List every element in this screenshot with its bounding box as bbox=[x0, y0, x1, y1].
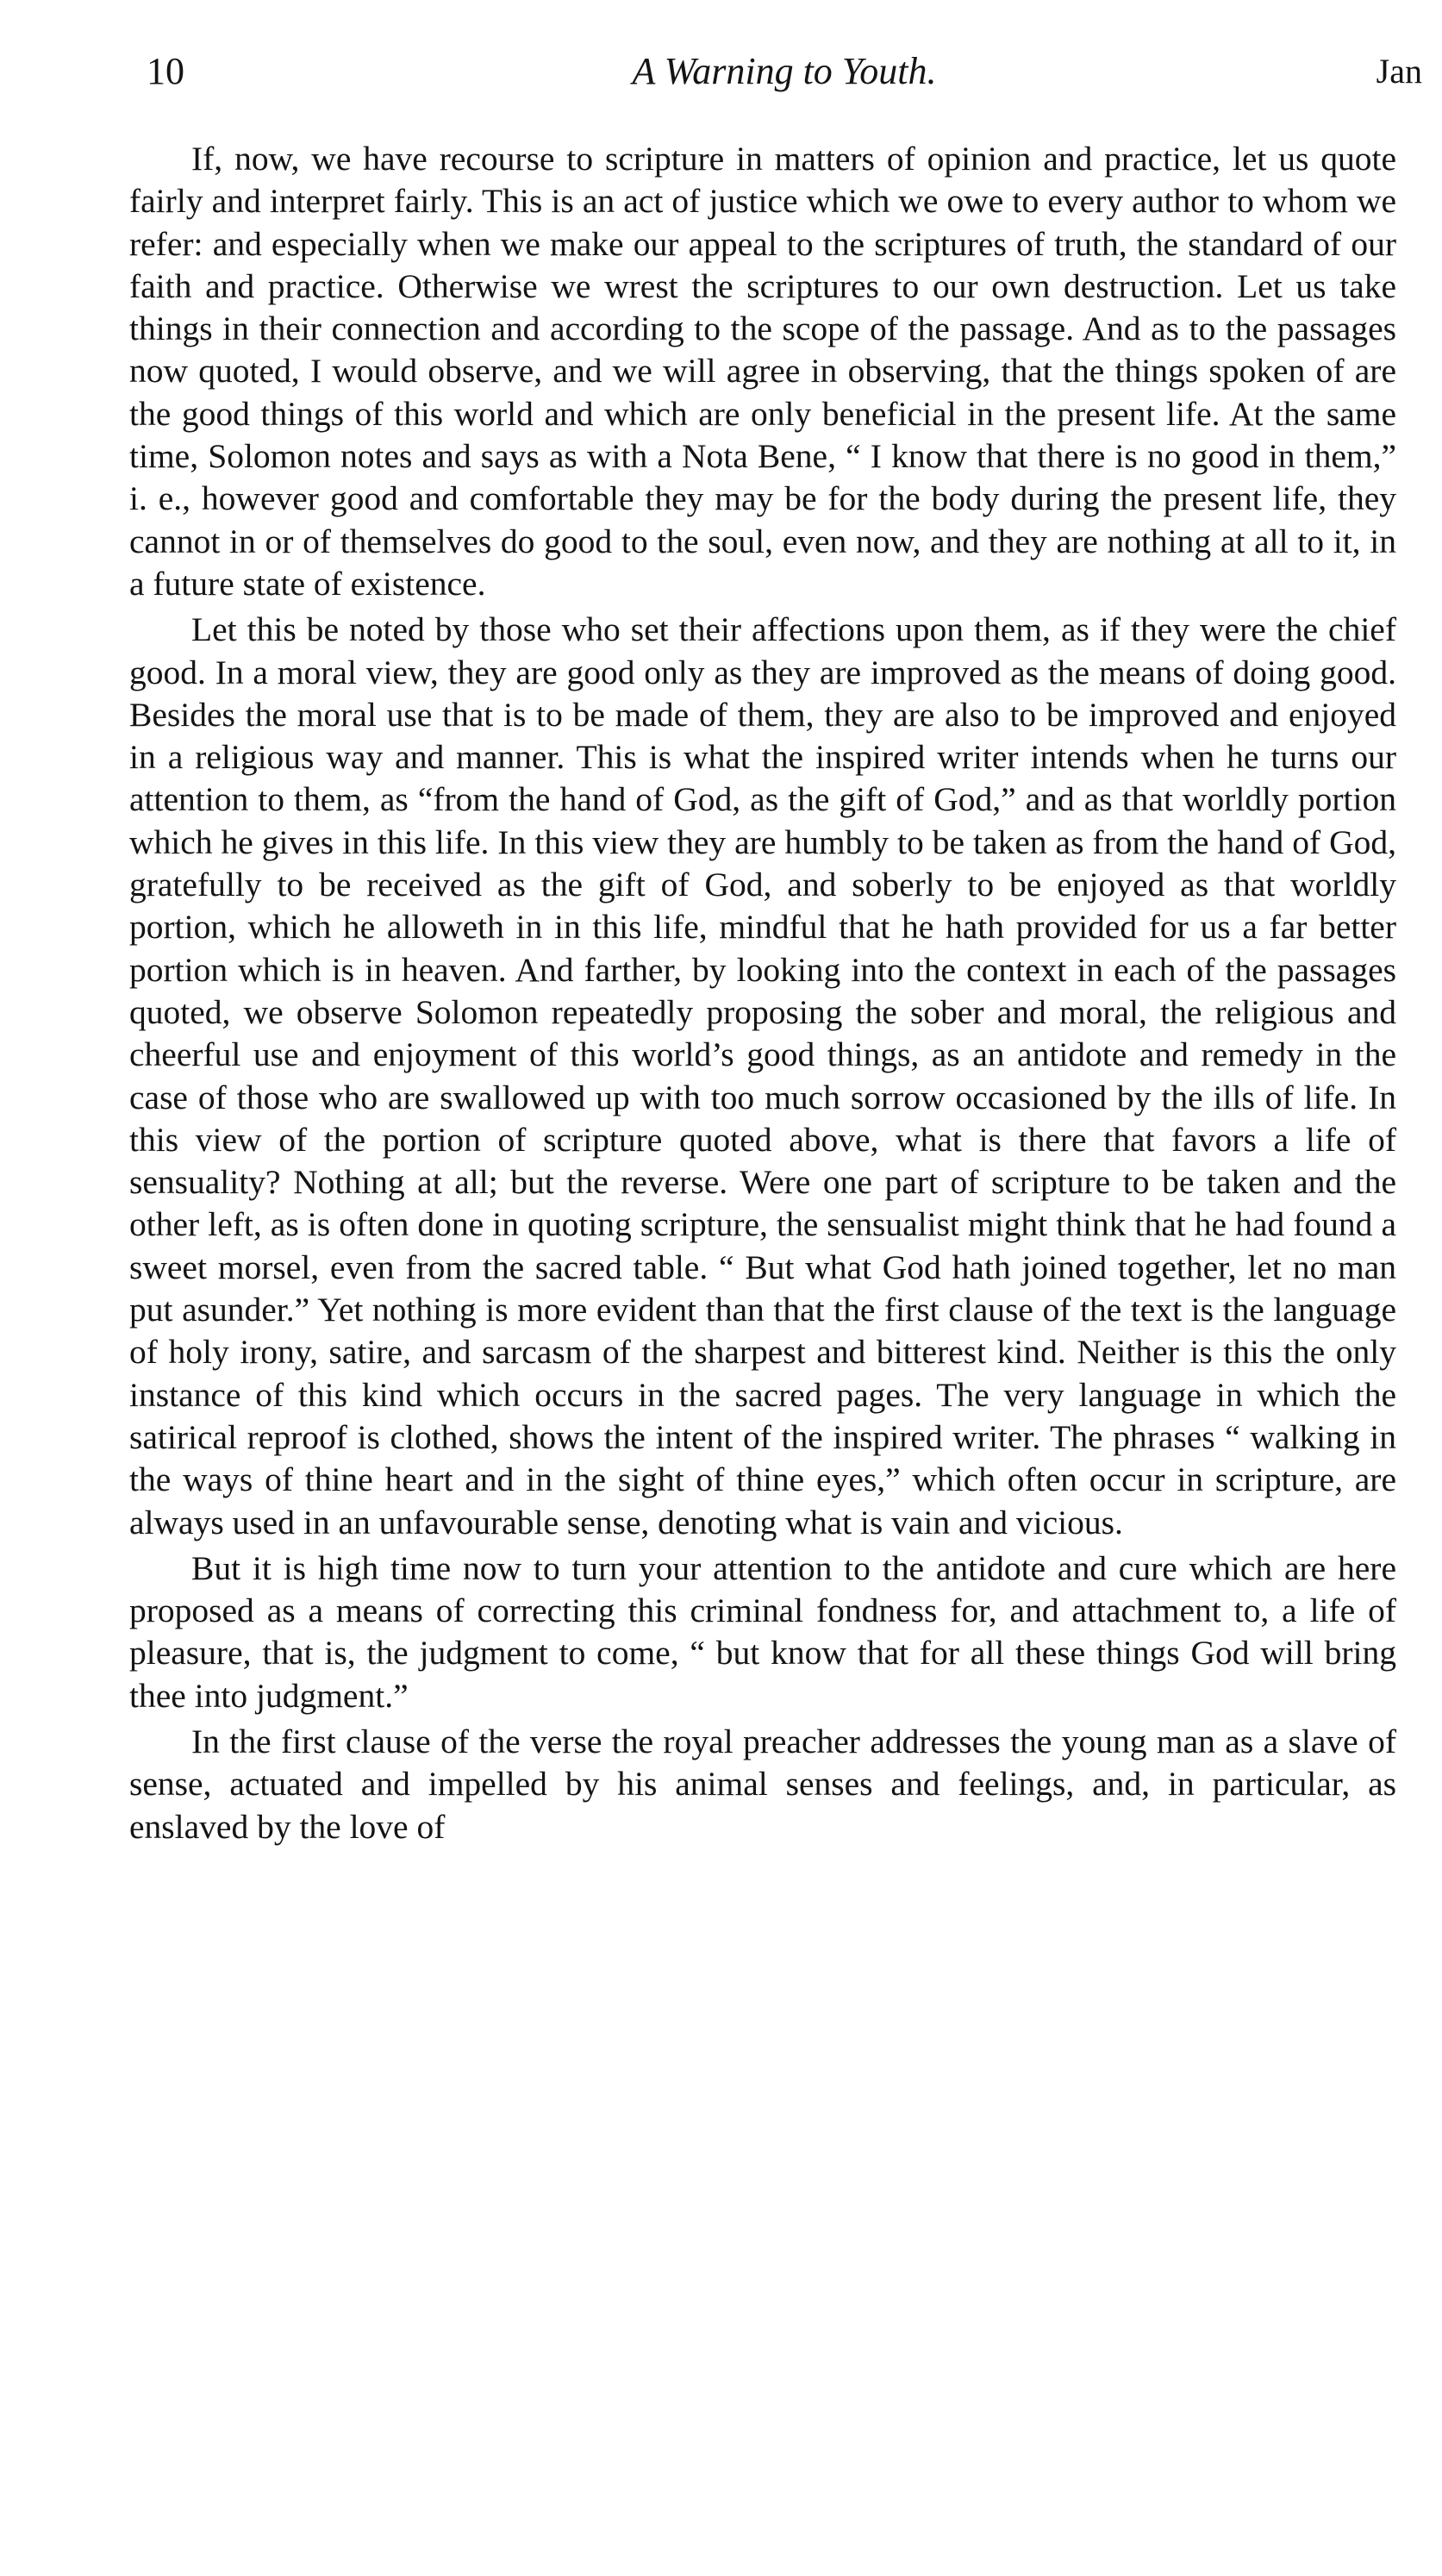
running-header bbox=[147, 41, 1422, 102]
running-title: A Warning to Youth. bbox=[632, 50, 937, 92]
page-number: 10 bbox=[147, 50, 184, 92]
body-text bbox=[129, 138, 1396, 1848]
paragraph-3: But it is high time now to turn your attention to the antidote and cure which are here proposed as a means of correcting this criminal fondness for, and attachment to, a life of pleasure, that is, the judgment to come, “ but know that for all these things God will bring thee into judgment.” bbox=[129, 1548, 1396, 1715]
paragraph-2: Let this be noted by those who set their affections upon them, as if they were the chief good. In a moral view, they are good only as they are improved as the means of doing good. Besides the moral use that is to be made of them, they are also to be improved and enjoyed in a religious way and manner. This is what the inspired writer intends when he turns our attention to them, as “from the hand of God, as the gift of God,” and as that worldly portion which he gives in this life. In this view they are humbly to be taken as from the hand of God, gratefully to be received as the gift of God, and soberly to be enjoyed as that worldly portion, which he alloweth in in this life, mindful that he hath provided for us a far better portion which is in heaven. And farther, by looking into the context in each of the passages quoted, we observe Solomon repeatedly proposing the sober and moral, the religious and cheerful use and enjoyment of this world’s good things, as an antidote and remedy in the case of those who are swallowed up with too much sorrow occasioned by the ills of life. In this view of the portion of scripture quoted above, what is there that favors a life of sensuality? Nothing at all; but the reverse. Were one part of scripture to be taken and the other left, as is often done in quoting scripture, the sensualist might think that he had found a sweet morsel, even from the sacred table. “ But what God hath joined together, let no man put asunder.” Yet nothing is more evident than that the first clause of the text is the language of holy irony, satire, and sarcasm of the sharpest and bitterest kind. Neither is this the only instance of this kind which occurs in the sacred pages. The very language in which the satirical reproof is clothed, shows the intent of the inspired writer. The phrases “ walking in the ways of thine heart and in the sight of thine eyes,” which often occur in scripture, are always used in an unfavourable sense, denoting what is vain and vicious. bbox=[129, 610, 1396, 1541]
paragraph-4: In the first clause of the verse the royal preacher addresses the young man as a slave of sense, actuated and impelled by his animal senses and feelings, and, in particular, as enslaved by the love of bbox=[129, 1722, 1396, 1846]
paragraph-1: If, now, we have recourse to scripture in matters of opinion and practice, let us quote fairly and interpret fairly. This is an act of justice which we owe to every author to whom we refer: and especially when we make our appeal to the scriptures of truth, the standard of our faith and practice. Otherwise we wrest the scriptures to our own destruction. Let us take things in their connection and according to the scope of the passage. And as to the passages now quoted, I would observe, and we will agree in observing, that the things spoken of are the good things of this world and which are only beneficial in the present life. At the same time, Solomon notes and says as with a Nota Bene, “ I know that there is no good in them,” i. e., however good and comfortable they may be for the body during the present life, they cannot in or of themselves do good to the soul, even now, and they are nothing at all to it, in a future state of existence. bbox=[129, 140, 1396, 603]
month-label: Jan bbox=[1376, 52, 1422, 91]
